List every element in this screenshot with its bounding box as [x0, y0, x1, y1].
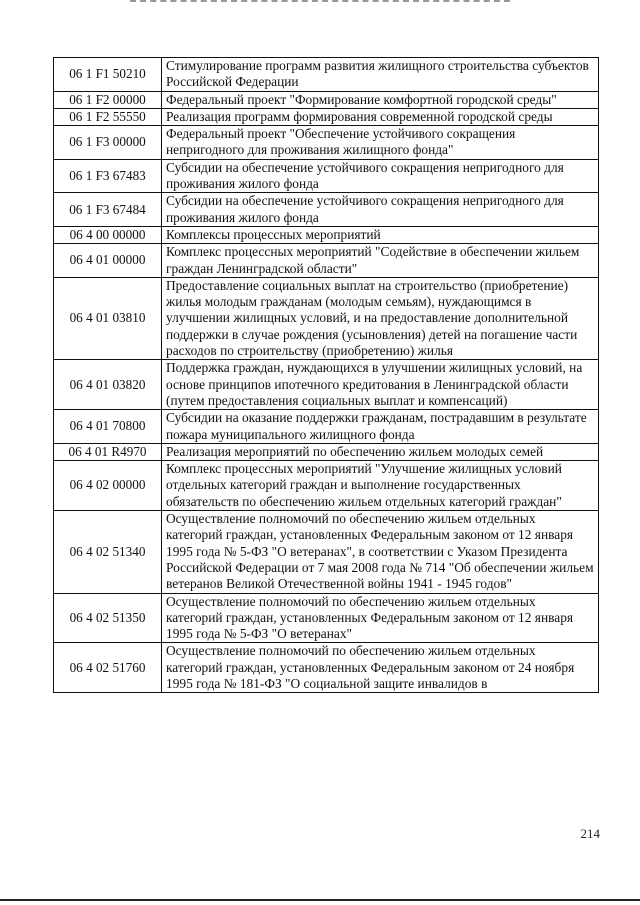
row-description: Осуществление полномочий по обеспечению жильем отдельных категорий граждан, установленных Федеральным законом от 12 января 1995 года № 5-ФЗ "О ветеранах", в соответствии с Указом Президента Российской Федерации от 7 мая 2008 года № 714 "Об обеспечении жильем ветеранов Великой Отечественной войны 1941 - 1945 годов" — [162, 511, 599, 593]
table-row — [54, 410, 599, 444]
row-description: Комплексы процессных мероприятий — [162, 226, 599, 243]
row-description: Федеральный проект "Обеспечение устойчивого сокращения непригодного для проживания жилищного фонда" — [162, 126, 599, 160]
table-row — [54, 126, 599, 160]
row-code: 06 4 01 R4970 — [54, 443, 162, 460]
row-description: Реализация мероприятий по обеспечению жильем молодых семей — [162, 443, 599, 460]
row-description: Осуществление полномочий по обеспечению жильем отдельных категорий граждан, установленных Федеральным законом от 24 ноября 1995 года № 181-ФЗ "О социальной защите инвалидов в — [162, 643, 599, 693]
row-description: Комплекс процессных мероприятий "Улучшение жилищных условий отдельных категорий граждан и выполнение государственных обязательств по обеспечению жильем отдельных категорий граждан" — [162, 461, 599, 511]
table-row — [54, 193, 599, 227]
row-code: 06 4 01 70800 — [54, 410, 162, 444]
table-row — [54, 360, 599, 410]
table-row — [54, 226, 599, 243]
table-row — [54, 108, 599, 125]
table-row — [54, 511, 599, 593]
row-code: 06 1 F3 67484 — [54, 193, 162, 227]
row-description: Предоставление социальных выплат на строительство (приобретение) жилья молодым гражданам (молодым семьям), нуждающимся в улучшении жилищных условий, и на предоставление дополнительной поддержки в случае рождения (усыновления) детей на погашение части расходов по строительству (приобретению) жилья — [162, 277, 599, 359]
row-code: 06 1 F2 00000 — [54, 91, 162, 108]
table-row — [54, 277, 599, 359]
row-code: 06 1 F1 50210 — [54, 58, 162, 92]
row-code: 06 4 02 00000 — [54, 461, 162, 511]
row-description: Субсидии на оказание поддержки гражданам, пострадавшим в результате пожара муниципального жилищного фонда — [162, 410, 599, 444]
table-row — [54, 159, 599, 193]
row-code: 06 4 02 51350 — [54, 593, 162, 643]
budget-classification-table — [53, 57, 599, 693]
row-code: 06 4 00 00000 — [54, 226, 162, 243]
scan-top-edge — [130, 0, 510, 6]
row-description: Субсидии на обеспечение устойчивого сокращения непригодного для проживания жилого фонда — [162, 159, 599, 193]
row-description: Федеральный проект "Формирование комфортной городской среды" — [162, 91, 599, 108]
page-number: 214 — [580, 826, 600, 841]
row-code: 06 4 01 00000 — [54, 244, 162, 278]
row-code: 06 4 02 51760 — [54, 643, 162, 693]
row-code: 06 4 01 03810 — [54, 277, 162, 359]
row-code: 06 4 02 51340 — [54, 511, 162, 593]
table-row — [54, 443, 599, 460]
scan-bottom-edge — [0, 899, 640, 901]
row-code: 06 1 F2 55550 — [54, 108, 162, 125]
row-code: 06 4 01 03820 — [54, 360, 162, 410]
table-row — [54, 461, 599, 511]
table-row — [54, 91, 599, 108]
table-row — [54, 643, 599, 693]
row-description: Поддержка граждан, нуждающихся в улучшении жилищных условий, на основе принципов ипотечного кредитования в Ленинградской области (путем предоставления социальных выплат и компенсаций) — [162, 360, 599, 410]
table-row — [54, 58, 599, 92]
row-description: Комплекс процессных мероприятий "Содействие в обеспечении жильем граждан Ленинградской области" — [162, 244, 599, 278]
table-row — [54, 244, 599, 278]
row-code: 06 1 F3 67483 — [54, 159, 162, 193]
table-row — [54, 593, 599, 643]
row-description: Субсидии на обеспечение устойчивого сокращения непригодного для проживания жилого фонда — [162, 193, 599, 227]
row-description: Осуществление полномочий по обеспечению жильем отдельных категорий граждан, установленных Федеральным законом от 12 января 1995 года № 5-ФЗ "О ветеранах" — [162, 593, 599, 643]
row-code: 06 1 F3 00000 — [54, 126, 162, 160]
row-description: Реализация программ формирования современной городской среды — [162, 108, 599, 125]
row-description: Стимулирование программ развития жилищного строительства субъектов Российской Федерации — [162, 58, 599, 92]
